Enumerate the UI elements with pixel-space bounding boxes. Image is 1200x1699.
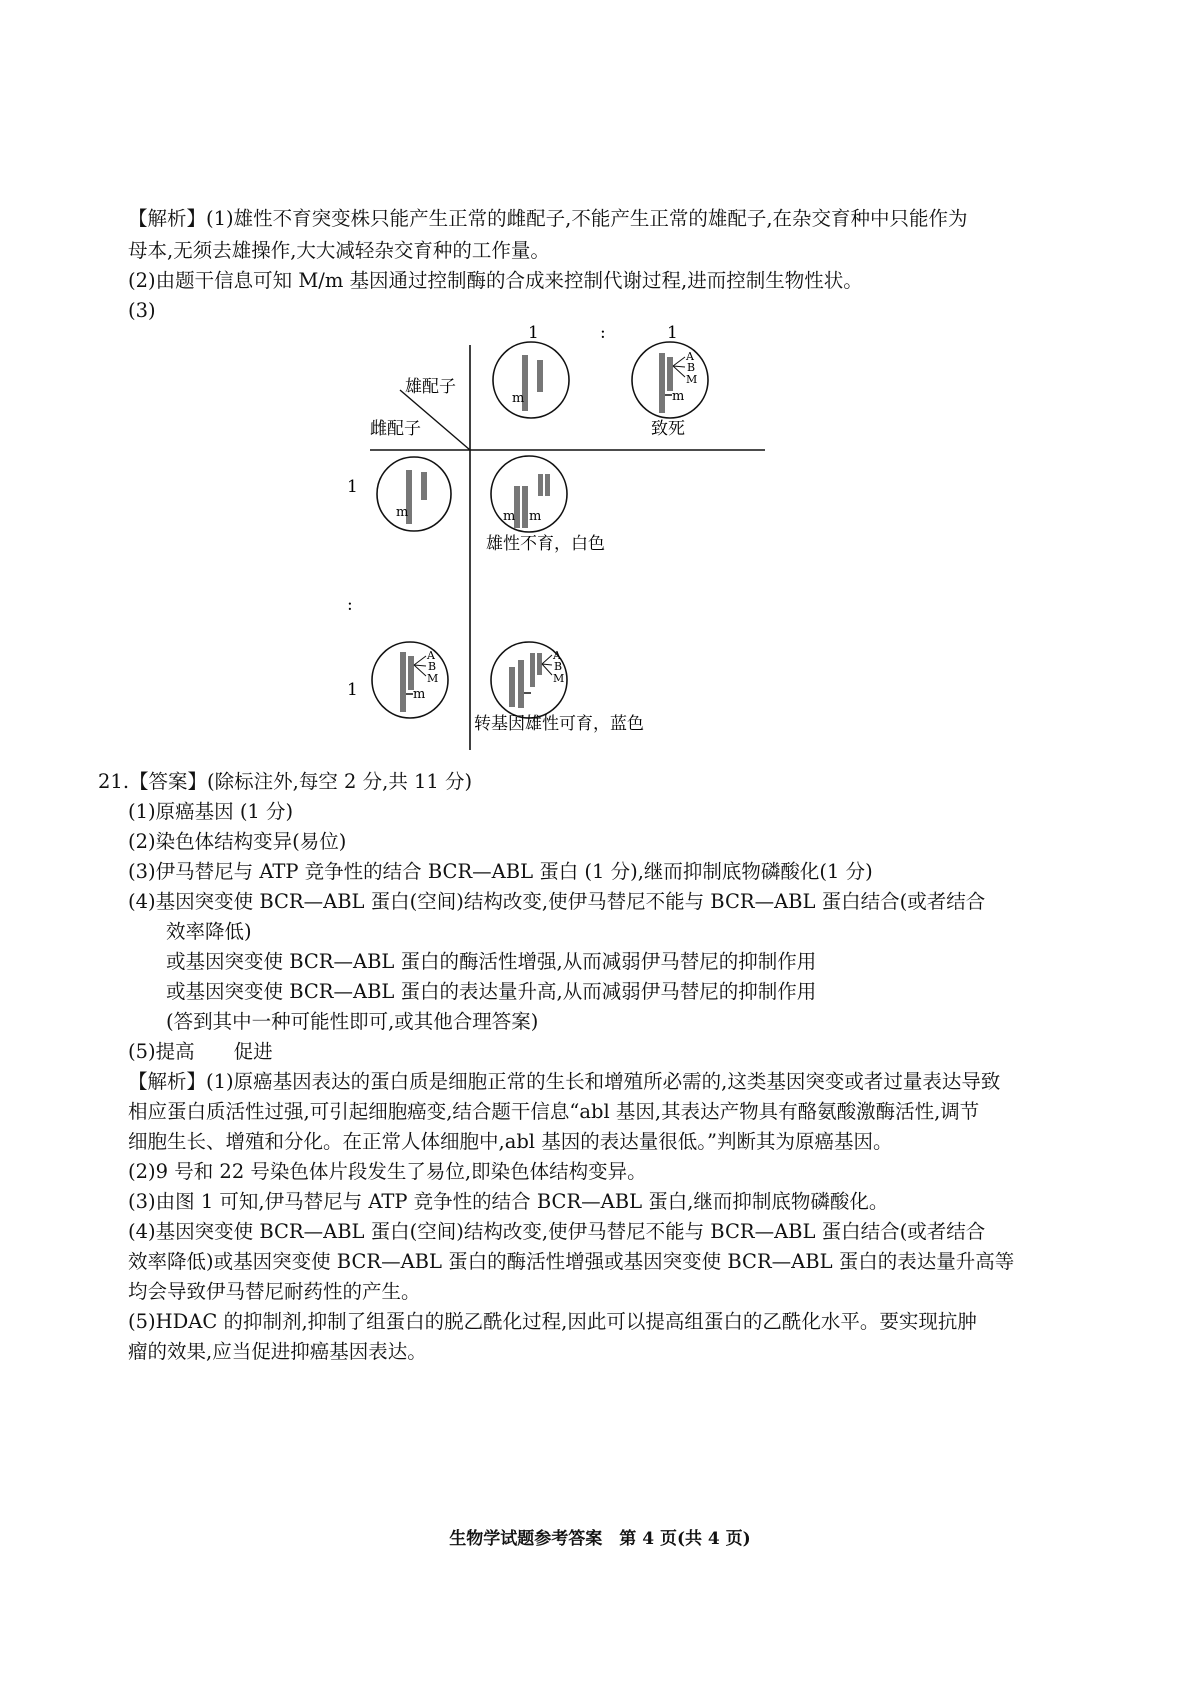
svg-text:A: A xyxy=(686,350,694,363)
svg-text:m: m xyxy=(413,687,426,702)
svg-text:A: A xyxy=(553,649,561,662)
ratio-left-bottom: 1 xyxy=(347,680,358,700)
ratio-top-right: 1 xyxy=(667,323,678,343)
q21-analysis-1-line-2: 相应蛋白质活性过强,可引起细胞癌变,结合题干信息“abl 基因,其表达产物具有酪氨酸激酶活性,调节 xyxy=(128,1100,980,1123)
q20-analysis-line-1: 【解析】(1)雄性不育突变株只能产生正常的雌配子,不能产生正常的雄配子,在杂交育种中只能作为 xyxy=(128,207,968,230)
ratio-top-left: 1 xyxy=(528,323,539,343)
svg-text:B: B xyxy=(554,660,563,673)
result-fertile-label: 转基因雄性可育，蓝色 xyxy=(474,714,644,734)
q21-analysis-1-line-1: 【解析】(1)原癌基因表达的蛋白质是细胞正常的生长和增殖所必需的,这类基因突变或者过量表达导致 xyxy=(128,1070,1001,1093)
q20-analysis-line-4: (3) xyxy=(128,299,156,322)
q21-analysis-2: (2)9 号和 22 号染色体片段发生了易位,即染色体结构变异。 xyxy=(128,1160,647,1183)
q21-answer-4-line-5: (答到其中一种可能性即可,或其他合理答案) xyxy=(166,1010,539,1033)
female-gamete-m-cell xyxy=(377,457,451,531)
svg-text:m: m xyxy=(529,509,542,524)
svg-text:M: M xyxy=(427,672,439,685)
male-gamete-m-cell xyxy=(493,342,569,418)
q21-answer-2: (2)染色体结构变异(易位) xyxy=(128,830,347,853)
ratio-top-colon: : xyxy=(600,323,606,343)
svg-text:m: m xyxy=(396,505,409,520)
result-sterile-label: 雄性不育，白色 xyxy=(486,534,605,554)
offspring-transgene-cell xyxy=(491,642,567,718)
q21-analysis-4-line-2: 效率降低)或基因突变使 BCR—ABL 蛋白的酶活性增强或基因突变使 BCR—ABL 蛋白的表达量升高等 xyxy=(128,1250,1015,1273)
svg-text:m: m xyxy=(672,389,685,404)
female-gamete-transgene-cell xyxy=(372,642,448,718)
q21-analysis-3: (3)由图 1 可知,伊马替尼与 ATP 竞争性的结合 BCR—ABL 蛋白,继而抑制底物磷酸化。 xyxy=(128,1190,889,1213)
lethal-label: 致死 xyxy=(651,419,685,439)
svg-text:A: A xyxy=(427,649,435,662)
svg-text:B: B xyxy=(687,361,696,374)
q20-analysis-line-3: (2)由题干信息可知 M/m 基因通过控制酶的合成来控制代谢过程,进而控制生物性状。 xyxy=(128,269,863,292)
q21-heading: 21.【答案】(除标注外,每空 2 分,共 11 分) xyxy=(98,770,473,793)
svg-text:m: m xyxy=(503,509,516,524)
q21-answer-4-line-3: 或基因突变使 BCR—ABL 蛋白的酶活性增强,从而减弱伊马替尼的抑制作用 xyxy=(166,950,817,973)
ratio-left-colon: : xyxy=(347,595,353,615)
offspring-mm-cell xyxy=(491,456,567,532)
svg-text:B: B xyxy=(428,660,437,673)
q21-analysis-4-line-3: 均会导致伊马替尼耐药性的产生。 xyxy=(128,1280,421,1303)
q21-analysis-1-line-3: 细胞生长、增殖和分化。在正常人体细胞中,abl 基因的表达量很低。”判断其为原癌基因。 xyxy=(128,1130,893,1153)
q21-answer-3: (3)伊马替尼与 ATP 竞争性的结合 BCR—ABL 蛋白 (1 分),继而抑制底物磷酸化(1 分) xyxy=(128,860,873,883)
q21-answer-5: (5)提高 促进 xyxy=(128,1040,273,1063)
male-gamete-transgene-cell xyxy=(632,342,708,418)
cross-diagram xyxy=(0,300,1200,770)
female-gamete-label: 雌配子 xyxy=(370,419,421,439)
q21-analysis-5-line-1: (5)HDAC 的抑制剂,抑制了组蛋白的脱乙酰化过程,因此可以提高组蛋白的乙酰化水平。要实现抗肿 xyxy=(128,1310,977,1333)
q21-answer-4-line-2: 效率降低) xyxy=(166,920,252,943)
q21-answer-4-line-4: 或基因突变使 BCR—ABL 蛋白的表达量升高,从而减弱伊马替尼的抑制作用 xyxy=(166,980,817,1003)
male-gamete-label: 雄配子 xyxy=(405,377,456,397)
page-footer: 生物学试题参考答案 第 4 页(共 4 页) xyxy=(449,1529,751,1549)
svg-text:M: M xyxy=(553,672,565,685)
svg-text:M: M xyxy=(686,373,698,386)
ratio-left-top: 1 xyxy=(347,477,358,497)
q21-answer-1: (1)原癌基因 (1 分) xyxy=(128,800,294,823)
q21-analysis-5-line-2: 瘤的效果,应当促进抑癌基因表达。 xyxy=(128,1340,427,1363)
q21-answer-4-line-1: (4)基因突变使 BCR—ABL 蛋白(空间)结构改变,使伊马替尼不能与 BCR—ABL 蛋白结合(或者结合 xyxy=(128,890,986,913)
svg-text:m: m xyxy=(512,391,525,406)
q20-analysis-line-2: 母本,无须去雄操作,大大减轻杂交育种的工作量。 xyxy=(128,239,550,262)
q21-analysis-4-line-1: (4)基因突变使 BCR—ABL 蛋白(空间)结构改变,使伊马替尼不能与 BCR—ABL 蛋白结合(或者结合 xyxy=(128,1220,986,1243)
